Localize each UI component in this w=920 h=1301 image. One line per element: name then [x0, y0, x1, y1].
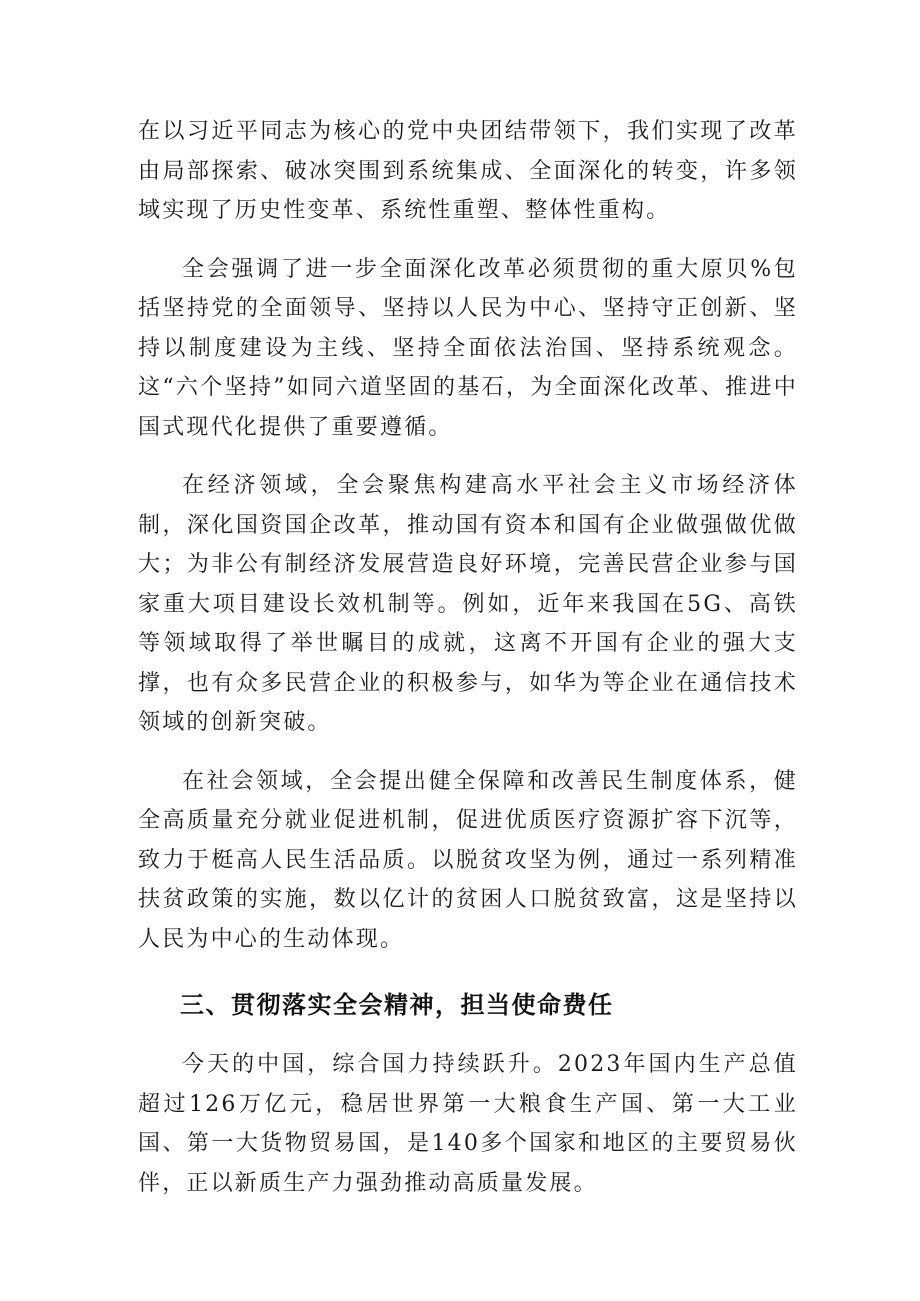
document-body	[138, 112, 798, 1203]
paragraph-economic-field: 在经济领域，全会聚焦构建高水平社会主义市场经济体制，深化国资国企改革，推动国有资本和国有企业做强做优做大；为非公有制经济发展营造良好环境，完善民营企业参与国家重大项目建设长效机制等。例如，近年来我国在5G、高铁等领域取得了举世瞩目的成就，这离不开国有企业的强大支撑，也有众多民营企业的积极参与，如华为等企业在通信技术领域的创新突破。	[138, 473, 798, 735]
paragraph-social-field: 在社会领域，全会提出健全保障和改善民生制度体系，健全高质量充分就业促进机制，促进优质医疗资源扩容下沉等，致力于梃高人民生活品质。以脱贫攻坚为例，通过一系列精准扶贫政策的实施，数以亿计的贫困人口脱贫致富，这是坚持以人民为中心的生动体现。	[138, 768, 798, 952]
section-heading: 三、贯彻落实全会精神，担当使命费任	[180, 991, 614, 1019]
paragraph-reform-leadership: 在以习近平同志为核心的党中央团结带领下，我们实现了改革由局部探索、破冰突围到系统集成、全面深化的转变，许多领域实现了历史性变革、系统性重塑、整体性重构。	[138, 119, 798, 223]
paragraph-national-strength: 今天的中国，综合国力持续跃升。2023年国内生产总值超过126万亿元，稳居世界第一大粮食生产国、第一大工业国、第一大货物贸易国，是140多个国家和地区的主要贸易伙伴，正以新质生产力强劲推动高质量发展。	[138, 1052, 798, 1196]
paragraph-major-principles: 全会强调了进一步全面深化改革必须贯彻的重大原贝%包括坚持党的全面领导、坚持以人民为中心、坚持守正创新、坚持以制度建设为主线、坚持全面依法治国、坚持系统观念。这“六个坚持”如同六道坚固的基石，为全面深化改革、推进中国式现代化提供了重要遵循。	[138, 256, 798, 440]
